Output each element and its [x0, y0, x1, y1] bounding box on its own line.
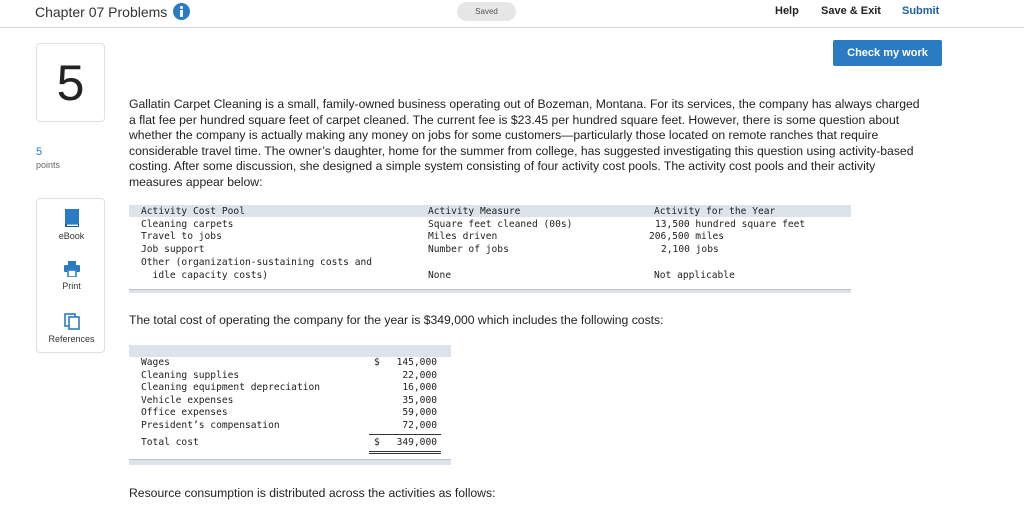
- cost-value: 35,000: [402, 394, 437, 406]
- table-row: [129, 218, 851, 231]
- cost-label: Vehicle expenses: [141, 394, 234, 406]
- cost-label: Office expenses: [141, 407, 228, 419]
- info-icon[interactable]: [173, 3, 190, 20]
- table-row: [129, 395, 451, 408]
- activity-measure: Miles driven: [428, 231, 498, 242]
- double-rule-bottom: [369, 453, 441, 454]
- cost-label: Wages: [141, 357, 170, 368]
- double-rule-top: [369, 451, 441, 452]
- points-label: points: [36, 160, 61, 170]
- activity-amount: 206,500 miles: [649, 231, 725, 242]
- book-icon: [64, 209, 80, 227]
- chapter-title: [35, 3, 190, 20]
- table-header-band: [129, 345, 451, 357]
- table-row: [129, 256, 851, 269]
- table-row: [129, 357, 451, 370]
- cost-value: 72,000: [402, 420, 437, 431]
- activity-measure: Number of jobs: [428, 243, 509, 255]
- question-number: 5: [36, 43, 105, 122]
- cost-label: Cleaning equipment depreciation: [141, 382, 321, 394]
- points-value: 5: [36, 146, 43, 158]
- top-bar: [0, 0, 1024, 28]
- table-row: [129, 370, 451, 383]
- cost-value: 16,000: [402, 382, 437, 394]
- saved-status-badge: Saved: [457, 2, 516, 21]
- total-label: Total cost: [141, 436, 199, 448]
- submit-link[interactable]: Submit: [902, 5, 940, 17]
- question-tools-panel: [36, 198, 105, 353]
- total-row: [129, 437, 451, 450]
- table-footer-band: [129, 289, 851, 293]
- table-row: [129, 420, 451, 433]
- activity-amount: 2,100 jobs: [661, 243, 719, 255]
- cost-label: President’s compensation: [141, 420, 280, 431]
- activity-amount: Not applicable: [654, 269, 735, 281]
- chapter-title-text: Chapter 07 Problems: [35, 3, 168, 20]
- ebook-button[interactable]: [37, 209, 106, 241]
- cost-table: [129, 345, 451, 465]
- problem-description: Gallatin Carpet Cleaning is a small, family-owned business operating out of Bozeman, Montana. For its services, the company has always charged a flat fee per hundred square feet of carpet cleaned. The current fee is $23.45 per hundred square feet. However, there is some question about whether the company is actually making any money on jobs for some customers—particularly those located on remote ranches that require considerable travel time. The owner’s daughter, home for the summer from college, has suggested investigating this question using activity-based costing. After some discussion, she designed a simple system consisting of four activity cost pools. The activity cost pools and their activity measures appear below:: [129, 97, 920, 189]
- references-label: References: [48, 334, 95, 344]
- table-row: [129, 269, 851, 282]
- column-header: Activity for the Year: [654, 206, 776, 217]
- cost-value: 145,000: [396, 357, 437, 368]
- printer-icon: [64, 261, 80, 277]
- activity-pool: Job support: [141, 243, 205, 255]
- column-header: Activity Cost Pool: [141, 206, 245, 217]
- ebook-label: eBook: [58, 231, 85, 241]
- print-label: Print: [62, 281, 81, 291]
- activity-measure: None: [428, 269, 452, 281]
- help-link[interactable]: Help: [775, 5, 799, 17]
- activity-measure: Square feet cleaned (00s): [428, 218, 573, 230]
- save-exit-link[interactable]: Save & Exit: [821, 5, 881, 17]
- check-my-work-button[interactable]: Check my work: [833, 40, 942, 66]
- table-row: [129, 407, 451, 420]
- activity-cost-pool-table: [129, 205, 851, 293]
- cost-label: Cleaning supplies: [141, 369, 240, 381]
- total-cost-statement: The total cost of operating the company for the year is $349,000 which includes the following costs:: [129, 313, 664, 327]
- activity-pool: Other (organization-sustaining costs and: [141, 256, 373, 268]
- print-button[interactable]: [37, 261, 106, 291]
- copy-icon: [64, 313, 80, 330]
- resource-consumption-intro: Resource consumption is distributed across the activities as follows:: [129, 486, 496, 500]
- table-row: [129, 243, 851, 256]
- dollar-sign: $: [374, 436, 380, 448]
- cost-value: 22,000: [402, 369, 437, 381]
- dollar-sign: $: [374, 357, 380, 368]
- table-row: [129, 230, 851, 243]
- table-row: [129, 382, 451, 395]
- activity-amount: 13,500 hundred square feet: [655, 218, 806, 230]
- activity-pool: Travel to jobs: [141, 231, 222, 242]
- activity-pool: Cleaning carpets: [141, 218, 234, 230]
- cost-value: 59,000: [402, 407, 437, 419]
- table-footer-band: [129, 459, 451, 465]
- column-header: Activity Measure: [428, 206, 521, 217]
- subtotal-rule: [369, 434, 441, 435]
- total-value: 349,000: [396, 436, 437, 448]
- activity-pool-continued: idle capacity costs): [141, 269, 269, 281]
- references-button[interactable]: [37, 313, 106, 344]
- table-header-row: [129, 205, 851, 218]
